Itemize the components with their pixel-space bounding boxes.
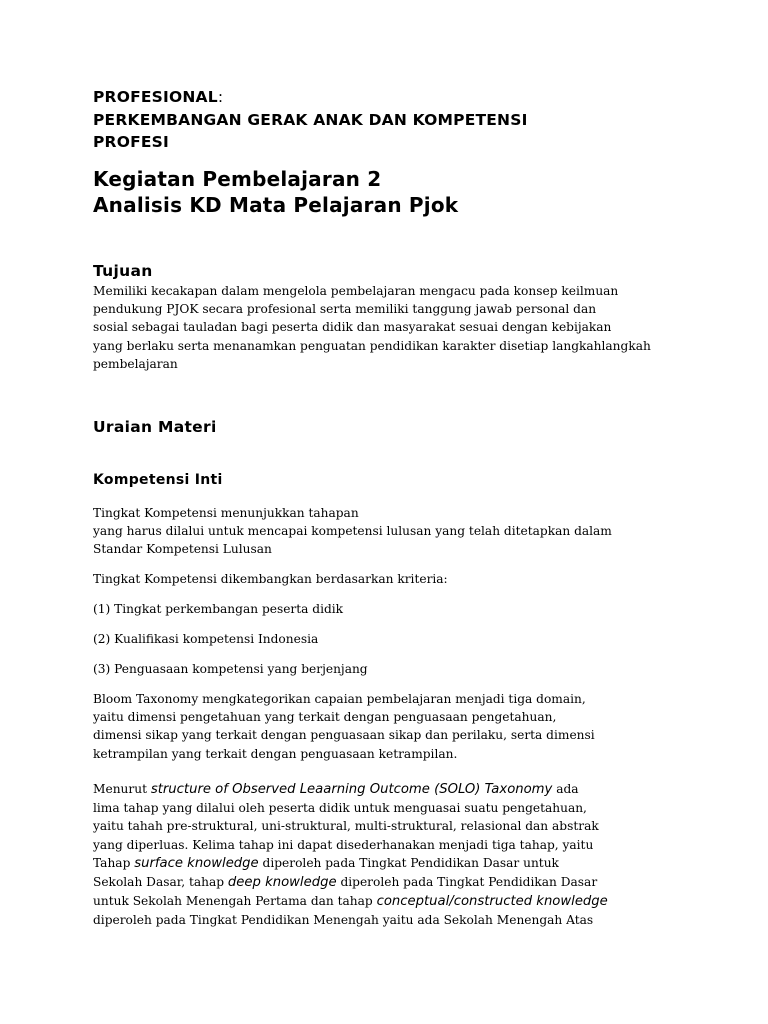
document-header-line2: PERKEMBANGAN GERAK ANAK DAN KOMPETENSI <box>93 111 528 129</box>
section-heading-tujuan: Tujuan <box>93 262 153 280</box>
paragraph-line: yaitu tahah pre-struktural, uni-struktural, multi-struktural, relasional dan abstrak <box>93 819 599 834</box>
italic-term: surface knowledge <box>134 855 259 871</box>
subsection-heading-kompetensi-inti: Kompetensi Inti <box>93 472 223 488</box>
tujuan-line: pendukung PJOK secara profesional serta memiliki tanggung jawab personal dan <box>93 302 597 317</box>
italic-term: deep knowledge <box>227 875 337 891</box>
paragraph-line: Tingkat Kompetensi menunjukkan tahapan <box>93 506 359 520</box>
kompetensi-intro-paragraph <box>93 504 663 559</box>
paragraph-line: Standar Kompetensi Lulusan <box>93 542 272 557</box>
paragraph-line: dimensi sikap yang terkait dengan penguasaan sikap dan perilaku, serta dimensi <box>93 728 595 743</box>
section-heading-uraian-materi: Uraian Materi <box>93 418 217 436</box>
paragraph-line: Tahap surface knowledge diperoleh pada Tingkat Pendidikan Dasar untuk <box>93 855 559 871</box>
tujuan-line: yang berlaku serta menanamkan penguatan pendidikan karakter disetiap langkahlangkah <box>93 338 651 353</box>
tujuan-paragraph <box>93 282 663 373</box>
criteria-item-2: (2) Kualifikasi kompetensi Indonesia <box>93 632 319 646</box>
paragraph-line: Bloom Taxonomy mengkategorikan capaian pembelajaran menjadi tiga domain, <box>93 692 586 706</box>
page-title-line1: Kegiatan Pembelajaran 2 <box>93 167 382 191</box>
paragraph-line: lima tahap yang dilalui oleh peserta didik untuk menguasai suatu pengetahuan, <box>93 801 587 816</box>
solo-paragraph <box>93 780 663 930</box>
document-header-line3: PROFESI <box>93 133 169 151</box>
tujuan-line: sosial sebagai tauladan bagi peserta didik dan masyarakat sesuai dengan kebijakan <box>93 320 612 335</box>
criteria-item-3: (3) Penguasaan kompetensi yang berjenjang <box>93 662 368 676</box>
paragraph-line: Sekolah Dasar, tahap deep knowledge diperoleh pada Tingkat Pendidikan Dasar <box>93 875 598 891</box>
paragraph-line: ketrampilan yang terkait dengan penguasaan ketrampilan. <box>93 746 458 761</box>
paragraph-line: Menurut structure of Observed Leaarning Outcome (SOLO) Taxonomy ada <box>93 782 579 797</box>
document-header-line1: PROFESIONAL: <box>93 88 224 106</box>
tujuan-line: pembelajaran <box>93 356 178 371</box>
paragraph-line: diperoleh pada Tingkat Pendidikan Menengah yaitu ada Sekolah Menengah Atas <box>93 913 594 928</box>
criteria-intro: Tingkat Kompetensi dikembangkan berdasarkan kriteria: <box>93 572 448 586</box>
criteria-item-1: (1) Tingkat perkembangan peserta didik <box>93 602 344 616</box>
bloom-paragraph <box>93 690 663 763</box>
italic-term: conceptual/constructed knowledge <box>376 894 608 910</box>
tujuan-line: Memiliki kecakapan dalam mengelola pembelajaran mengacu pada konsep keilmuan <box>93 284 619 298</box>
paragraph-line: yang diperluas. Kelima tahap ini dapat disederhanakan menjadi tiga tahap, yaitu <box>93 837 594 852</box>
italic-term: structure of Observed Leaarning Outcome (SOLO) Taxonomy <box>150 782 553 797</box>
paragraph-line: untuk Sekolah Menengah Pertama dan tahap conceptual/constructed knowledge <box>93 894 608 910</box>
paragraph-line: yang harus dilalui untuk mencapai kompetensi lulusan yang telah ditetapkan dalam <box>93 524 612 539</box>
paragraph-line: yaitu dimensi pengetahuan yang terkait dengan penguasaan pengetahuan, <box>93 710 557 725</box>
page-title-line2: Analisis KD Mata Pelajaran Pjok <box>93 193 459 217</box>
